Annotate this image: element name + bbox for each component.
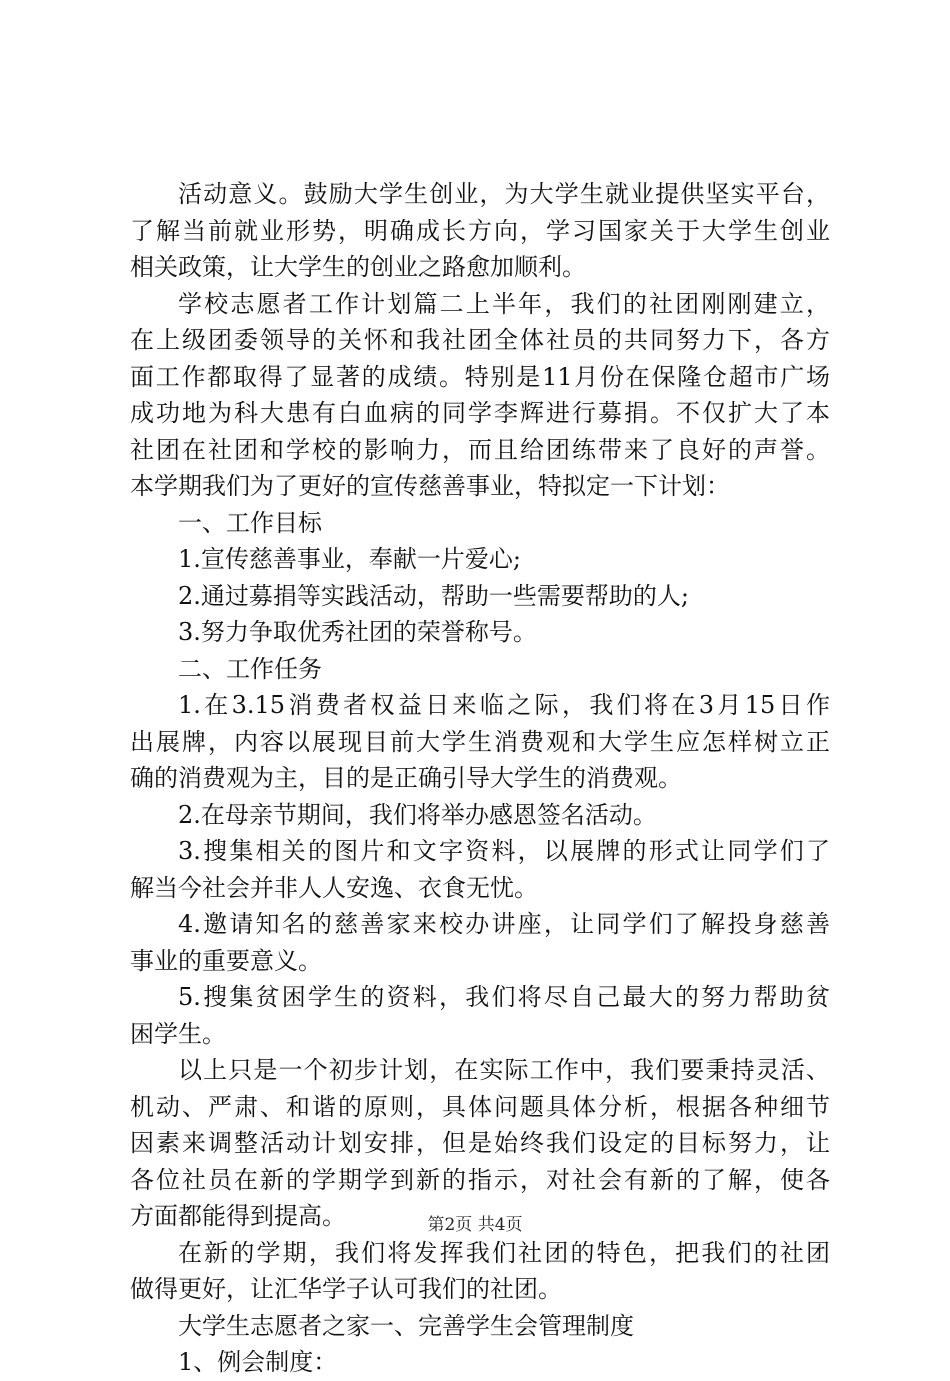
text-line: 在新的学期，我们将发挥我们社团的特色，把我们的社团 <box>178 1238 830 1267</box>
text-line: 3.搜集相关的图片和文字资料，以展牌的形式让同学们了 <box>178 837 830 865</box>
text-line: 机动、严肃、和谐的原则，具体问题具体分析，根据各种细节 <box>130 1092 830 1121</box>
text-line: 社团在社团和学校的影响力，而且给团练带来了良好的声誉。 <box>130 435 830 464</box>
text-line: 面工作都取得了显著的成绩。特别是11月份在保隆仓超市广场 <box>130 362 830 391</box>
document-body <box>130 176 830 1381</box>
page-footer: 第2页 共4页 <box>427 1215 523 1235</box>
text-line: 困学生。 <box>130 1019 226 1048</box>
text-line: 在上级团委领导的关怀和我社团全体社员的共同努力下，各方 <box>130 326 830 354</box>
text-line: 1.宣传慈善事业，奉献一片爱心; <box>178 545 521 573</box>
text-line: 各位社员在新的学期学到新的指示，对社会有新的了解，使各 <box>130 1165 830 1194</box>
text-line: 1、例会制度： <box>178 1348 338 1376</box>
text-line: 活动意义。鼓励大学生创业，为大学生就业提供坚实平台， <box>178 180 830 208</box>
text-line: 本学期我们为了更好的宣传慈善事业，特拟定一下计划： <box>130 472 730 500</box>
text-line: 2.在母亲节期间，我们将举办感恩签名活动。 <box>178 800 657 829</box>
text-line: 确的消费观为主，目的是正确引导大学生的消费观。 <box>130 764 682 792</box>
text-line: 2.通过募捐等实践活动，帮助一些需要帮助的人; <box>178 581 689 610</box>
text-line: 大学生志愿者之家一、完善学生会管理制度 <box>178 1311 634 1340</box>
text-line: 学校志愿者工作计划篇二上半年，我们的社团刚刚建立， <box>178 289 830 318</box>
text-line: 一、工作目标 <box>178 508 322 537</box>
text-line: 做得更好，让汇华学子认可我们的社团。 <box>130 1275 562 1303</box>
text-line: 解当今社会并非人人安逸、衣食无忧。 <box>130 873 538 902</box>
text-line: 1.在3.15消费者权益日来临之际，我们将在3月15日作 <box>178 691 830 719</box>
text-line: 因素来调整活动计划安排，但是始终我们设定的目标努力，让 <box>130 1129 830 1157</box>
text-line: 了解当前就业形势，明确成长方向，学习国家关于大学生创业 <box>130 216 830 245</box>
text-line: 二、工作任务 <box>178 654 322 683</box>
text-line: 以上只是一个初步计划，在实际工作中，我们要秉持灵活、 <box>178 1056 830 1084</box>
text-line: 5.搜集贫困学生的资料，我们将尽自己最大的努力帮助贫 <box>178 983 830 1011</box>
text-line: 4.邀请知名的慈善家来校办讲座，让同学们了解投身慈善 <box>178 910 830 938</box>
text-line: 出展牌，内容以展现目前大学生消费观和大学生应怎样树立正 <box>130 727 830 756</box>
text-line: 成功地为科大患有白血病的同学李辉进行募捐。不仅扩大了本 <box>130 399 830 427</box>
text-line: 相关政策，让大学生的创业之路愈加顺利。 <box>130 253 586 281</box>
text-line: 3.努力争取优秀社团的荣誉称号。 <box>178 618 537 646</box>
text-line: 事业的重要意义。 <box>130 946 322 975</box>
text-line: 方面都能得到提高。 <box>130 1202 346 1230</box>
